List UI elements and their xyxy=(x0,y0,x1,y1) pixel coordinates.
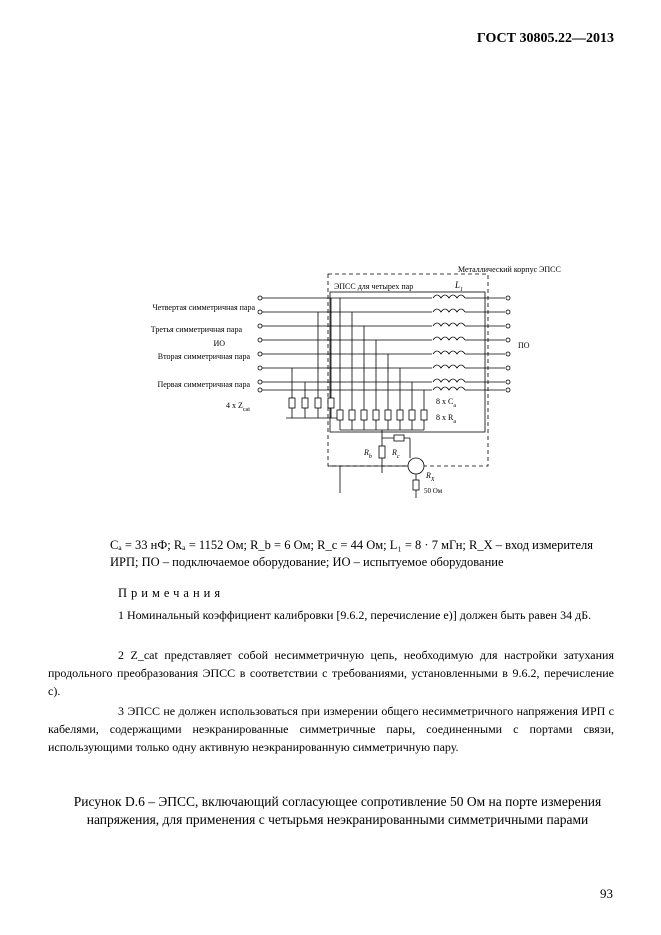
epss-label: ЭПСС для четырех пар xyxy=(334,282,414,291)
pair3-label: Третья симметричная пара xyxy=(150,325,242,334)
pair2-label: Вторая симметричная пара xyxy=(157,352,250,361)
ca-label: 8 x $C_a$ xyxy=(436,397,457,409)
legend xyxy=(110,537,615,571)
rx-label: $R_X$ xyxy=(426,471,435,483)
rc-label: $R_c$ xyxy=(392,448,400,460)
standard-header: ГОСТ 30805.22—2013 xyxy=(476,31,614,46)
note-1: 1 Номинальный коэффициент калибровки [9.6.2, перечисление е)] должен быть равен 34 дБ. xyxy=(118,608,592,622)
note-3: 3 ЭПСС не должен использоваться при измерении общего несимметричного напряжения ИРП с кабелями, содержащими неэкранированные симметричные пары, соединенными с портами связи, использующими только одну активную неэкранированную симметричную пару. xyxy=(48,704,614,754)
legend-line-1: Cₐ = 33 нФ; Rₐ = 1152 Ом; R_b = 6 Ом; R_c = 44 Ом; L₁ = 8 · 7 мГн; R_X – вход измерителя xyxy=(110,538,594,552)
ra-label: 8 x $R_a$ xyxy=(436,413,457,425)
ohm50-label: 50 Ом xyxy=(424,487,443,495)
l1-label: $L_1$ xyxy=(455,280,464,293)
po-label: ПО xyxy=(518,341,530,350)
coils-l1 xyxy=(433,295,465,390)
pair-wires xyxy=(262,298,505,390)
legend-line-2: ИРП; ПО – подключаемое оборудование; ИО – испытуемое оборудование xyxy=(110,555,504,569)
io-label: ИО xyxy=(213,339,225,348)
zcat-network xyxy=(286,298,340,418)
zcat-label: 4 x $Z_{cat}$ xyxy=(226,401,250,413)
ca-ra-network xyxy=(337,298,427,430)
pair4-label: Четвертая симметричная пара xyxy=(152,303,255,312)
notes-title: Примечания xyxy=(118,586,225,600)
rb-label: $R_b$ xyxy=(364,448,372,460)
pair1-label: Первая симметричная пара xyxy=(157,380,250,389)
rb-rc-rx xyxy=(328,430,424,498)
note-2: 2 Z_cat представляет собой несимметричную цепь, необходимую для настройки затухания продольного преобразования ЭПСС в соответствии с требованиями, установленными в 9.6.2, перечисление с). xyxy=(48,648,614,698)
page-number: 93 xyxy=(600,886,613,901)
figure-caption: Рисунок D.6 – ЭПСС, включающий согласующее сопротивление 50 Ом на порте измерения напряжения, для применения с четырьмя неэкранированными симметричными парами xyxy=(73,794,602,827)
terminals xyxy=(258,296,510,392)
housing-label: Металлический корпус ЭПСС xyxy=(458,265,561,274)
circuit-diagram xyxy=(100,258,620,508)
